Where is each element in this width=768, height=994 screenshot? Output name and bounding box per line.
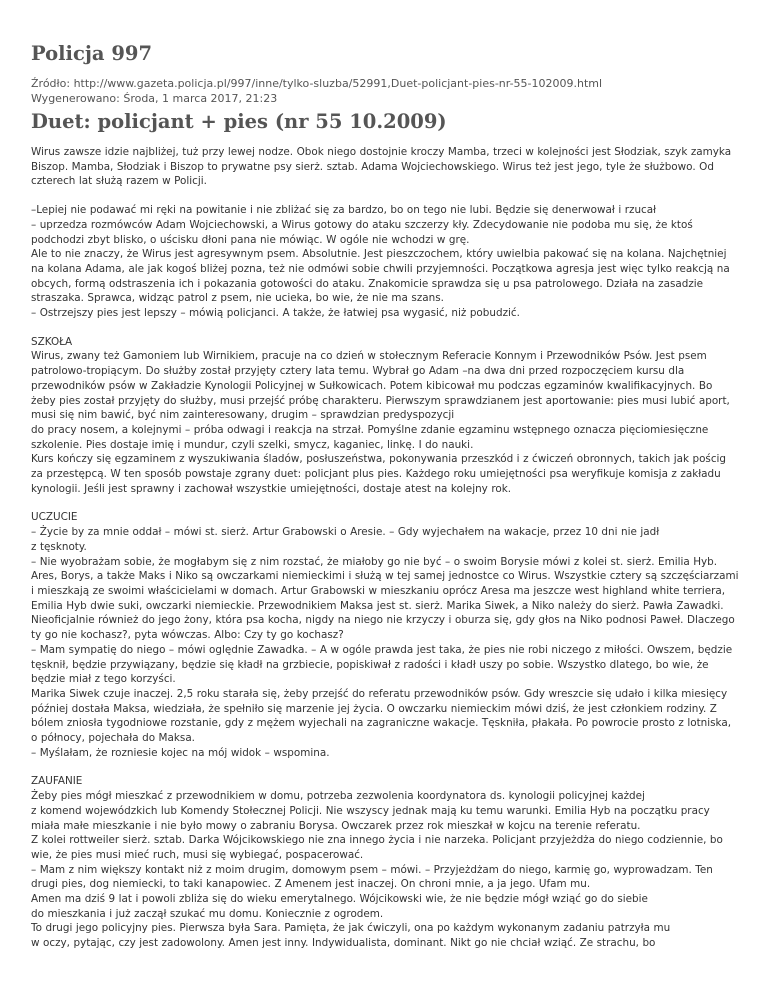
generated-line: Wygenerowano: Środa, 1 marca 2017, 21:23 bbox=[31, 92, 278, 105]
source-line: Źródło: http://www.gazeta.policja.pl/997/inne/tylko-sluzba/52991,Duet-policjant-pies-nr-55-102009.html bbox=[31, 77, 603, 90]
article-title: Duet: policjant + pies (nr 55 10.2009) bbox=[31, 110, 447, 133]
site-title: Policja 997 bbox=[31, 42, 153, 65]
section-zaufanie: ZAUFANIE Żeby pies mógł mieszkać z przewodnikiem w domu, potrzeba zezwolenia koordynatora ds. kynologii policyjnej każdej z komend wojewódzkich lub Komendy Stołecznej Policji. Nie wszyscy jednak mają ku temu warunki. Emilia Hyb na początku pracy miała małe mieszkanie i nie było mowy o zabraniu Borysa. Owczarek przez rok mieszkał w kojcu na terenie referatu. Z kolei rottweiler sierż. sztab. Darka Wójcikowskiego nie zna innego życia i nie narzeka. Policjant przyjeżdża do niego codziennie, bo wie, że pies musi mieć ruch, musi się wybiegać, pospacerować. – Mam z nim większy kontakt niż z moim drugim, domowym psem – mówi. – Przyjeżdżam do niego, karmię go, wyprowadzam. Ten drugi pies, dog niemiecki, to taki kanapowiec. Z Amenem jest inaczej. On chroni mnie, a ja jego. Ufam mu. Amen ma dziś 9 lat i powoli zbliża się do wieku emerytalnego. Wójcikowski wie, że nie będzie mógł wziąć go do siebie do mieszkania i już zaczął szukać mu domu. Koniecznie z ogrodem. To drugi jego policyjny pies. Pierwsza była Sara. Pamięta, że jak ćwiczyli, ona po każdym wykonanym zadaniu patrzyła mu w oczy, pytając, czy jest zadowolony. Amen jest inny. Indywidualista, dominant. Nikt go nie chciał wziąć. Ze strachu, bo bbox=[31, 775, 723, 950]
section-szkola: SZKOŁA Wirus, zwany też Gamoniem lub Wirnikiem, pracuje na co dzień w stołecznym Referacie Konnym i Przewodników Psów. Jest psem patrolowo-tropiącym. Do służby został przyjęty cztery lata temu. Wybrał go Adam –na dwa dni przed rozpoczęciem kursu dla przewodników psów w Zakładzie Kynologii Policyjnej w Sułkowicach. Potem kibicował mu podczas egzaminów kwalifikacyjnych. Bo żeby pies został przyjęty do służby, musi przejść próbę charakteru. Pierwszym sprawdzianem jest aportowanie: pies musi lubić aport, musi się nim bawić, być nim zainteresowany, drugim – sprawdzian predyspozycji do pracy nosem, a kolejnymi – próba odwagi i reakcja na strzał. Pomyślne zdanie egzaminu wstępnego oznacza pięciomiesięczne szkolenie. Pies dostaje imię i mundur, czyli szelki, smycz, kaganiec, linkę. I do nauki. Kurs kończy się egzaminem z wyszukiwania śladów, posłuszeństwa, pokonywania przeszkód i z ćwiczeń obronnych, takich jak pościg za przestępcą. W ten sposób powstaje zgrany duet: policjant plus pies. Każdego roku umiejętności psa weryfikuje komisja z zakładu kynologii. Jeśli jest sprawny i zachował wszystkie umiejętności, dostaje atest na kolejny rok. bbox=[31, 335, 730, 495]
section-uczucie: UCZUCIE – Życie by za mnie oddał – mówi st. sierż. Artur Grabowski o Aresie. – Gdy wyjechałem na wakacje, przez 10 dni nie jadł z tęsknoty. – Nie wyobrażam sobie, że mogłabym się z nim rozstać, że miałoby go nie być – o swoim Borysie mówi z kolei st. sierż. Emilia Hyb. Ares, Borys, a także Maks i Niko są owczarkami niemieckimi i służą w tej samej jednostce co Wirus. Wszystkie cztery są szczęściarzami i mieszkają ze swoimi właścicielami w domach. Artur Grabowski w mieszkaniu oprócz Aresa ma jeszcze west highland white terriera, Emilia Hyb dwie suki, owczarki niemieckie. Przewodnikiem Maksa jest st. sierż. Marika Siwek, a Niko należy do sierż. Pawła Zawadki. Nieoficjalnie również do jego żony, która psa kocha, nigdy na niego nie krzyczy i oburza się, gdy głos na Niko podnosi Paweł. Dlaczego ty go nie kochasz?, pyta wówczas. Albo: Czy ty go kochasz? – Mam sympatię do niego – mówi oględnie Zawadka. – A w ogóle prawda jest taka, że pies nie robi niczego z miłości. Owszem, będzie tęsknił, będzie przywiązany, będzie się kładł na grzbiecie, popiskiwał z radości i kładł uszy po sobie. Wszystko dlatego, bo wie, że będzie miał z tego korzyści. Marika Siwek czuje inaczej. 2,5 roku starała się, żeby przejść do referatu przewodników psów. Gdy wreszcie się udało i kilka miesięcy później dostała Maksa, wiedziała, że spełniło się marzenie jej życia. O owczarku niemieckim mówi dziś, że jest członkiem rodziny. Z bólem zniosła tygodniowe rozstanie, gdy z mężem wyjechali na zagraniczne wakacje. Tęskniła, płakała. Po powrocie prosto z lotniska, o północy, pojechała do Maksa. – Myślałam, że rozniesie kojec na mój widok – wspomina. bbox=[31, 511, 739, 759]
document-page bbox=[31, 40, 739, 965]
article-lead: Wirus zawsze idzie najbliżej, tuż przy lewej nodze. Obok niego dostojnie kroczy Mamba, trzeci w kolejności jest Słodziak, szyk zamyka Biszop. Mamba, Słodziak i Biszop to prywatne psy sierż. sztab. Adama Wojciechowskiego. Wirus też jest jego, tyle że służbowo. Od czterech lat służą razem w Policji. bbox=[31, 146, 732, 188]
article-paragraph: –Lepiej nie podawać mi ręki na powitanie i nie zbliżać się za bardzo, bo on tego nie lubi. Będzie się denerwował i rzucał – uprzedza rozmówców Adam Wojciechowski, a Wirus gotowy do ataku szczerzy kły. Zdecydowanie nie podoba mu się, że ktoś podchodzi zbyt blisko, o uścisku dłoni pana nie mówiąc. W ogóle nie wchodzi w grę. Ale to nie znaczy, że Wirus jest agresywnym psem. Absolutnie. Jest pieszczochem, który uwielbia pakować się na kolana. Najchętniej na kolana Adama, ale jak kogoś bliżej pozna, też nie odmówi sobie chwili przyjemności. Początkowa agresja jest więc tylko reakcją na obcych, formą odstraszenia ich i pokazania gotowości do ataku. Znakomicie sprawdza się u psa patrolowego. Działa na zasadzie straszaka. Sprawca, widząc patrol z psem, nie ucieka, bo wie, że nie ma szans. – Ostrzejszy pies jest lepszy – mówią policjanci. A także, że łatwiej psa wygasić, niż pobudzić. bbox=[31, 204, 730, 320]
